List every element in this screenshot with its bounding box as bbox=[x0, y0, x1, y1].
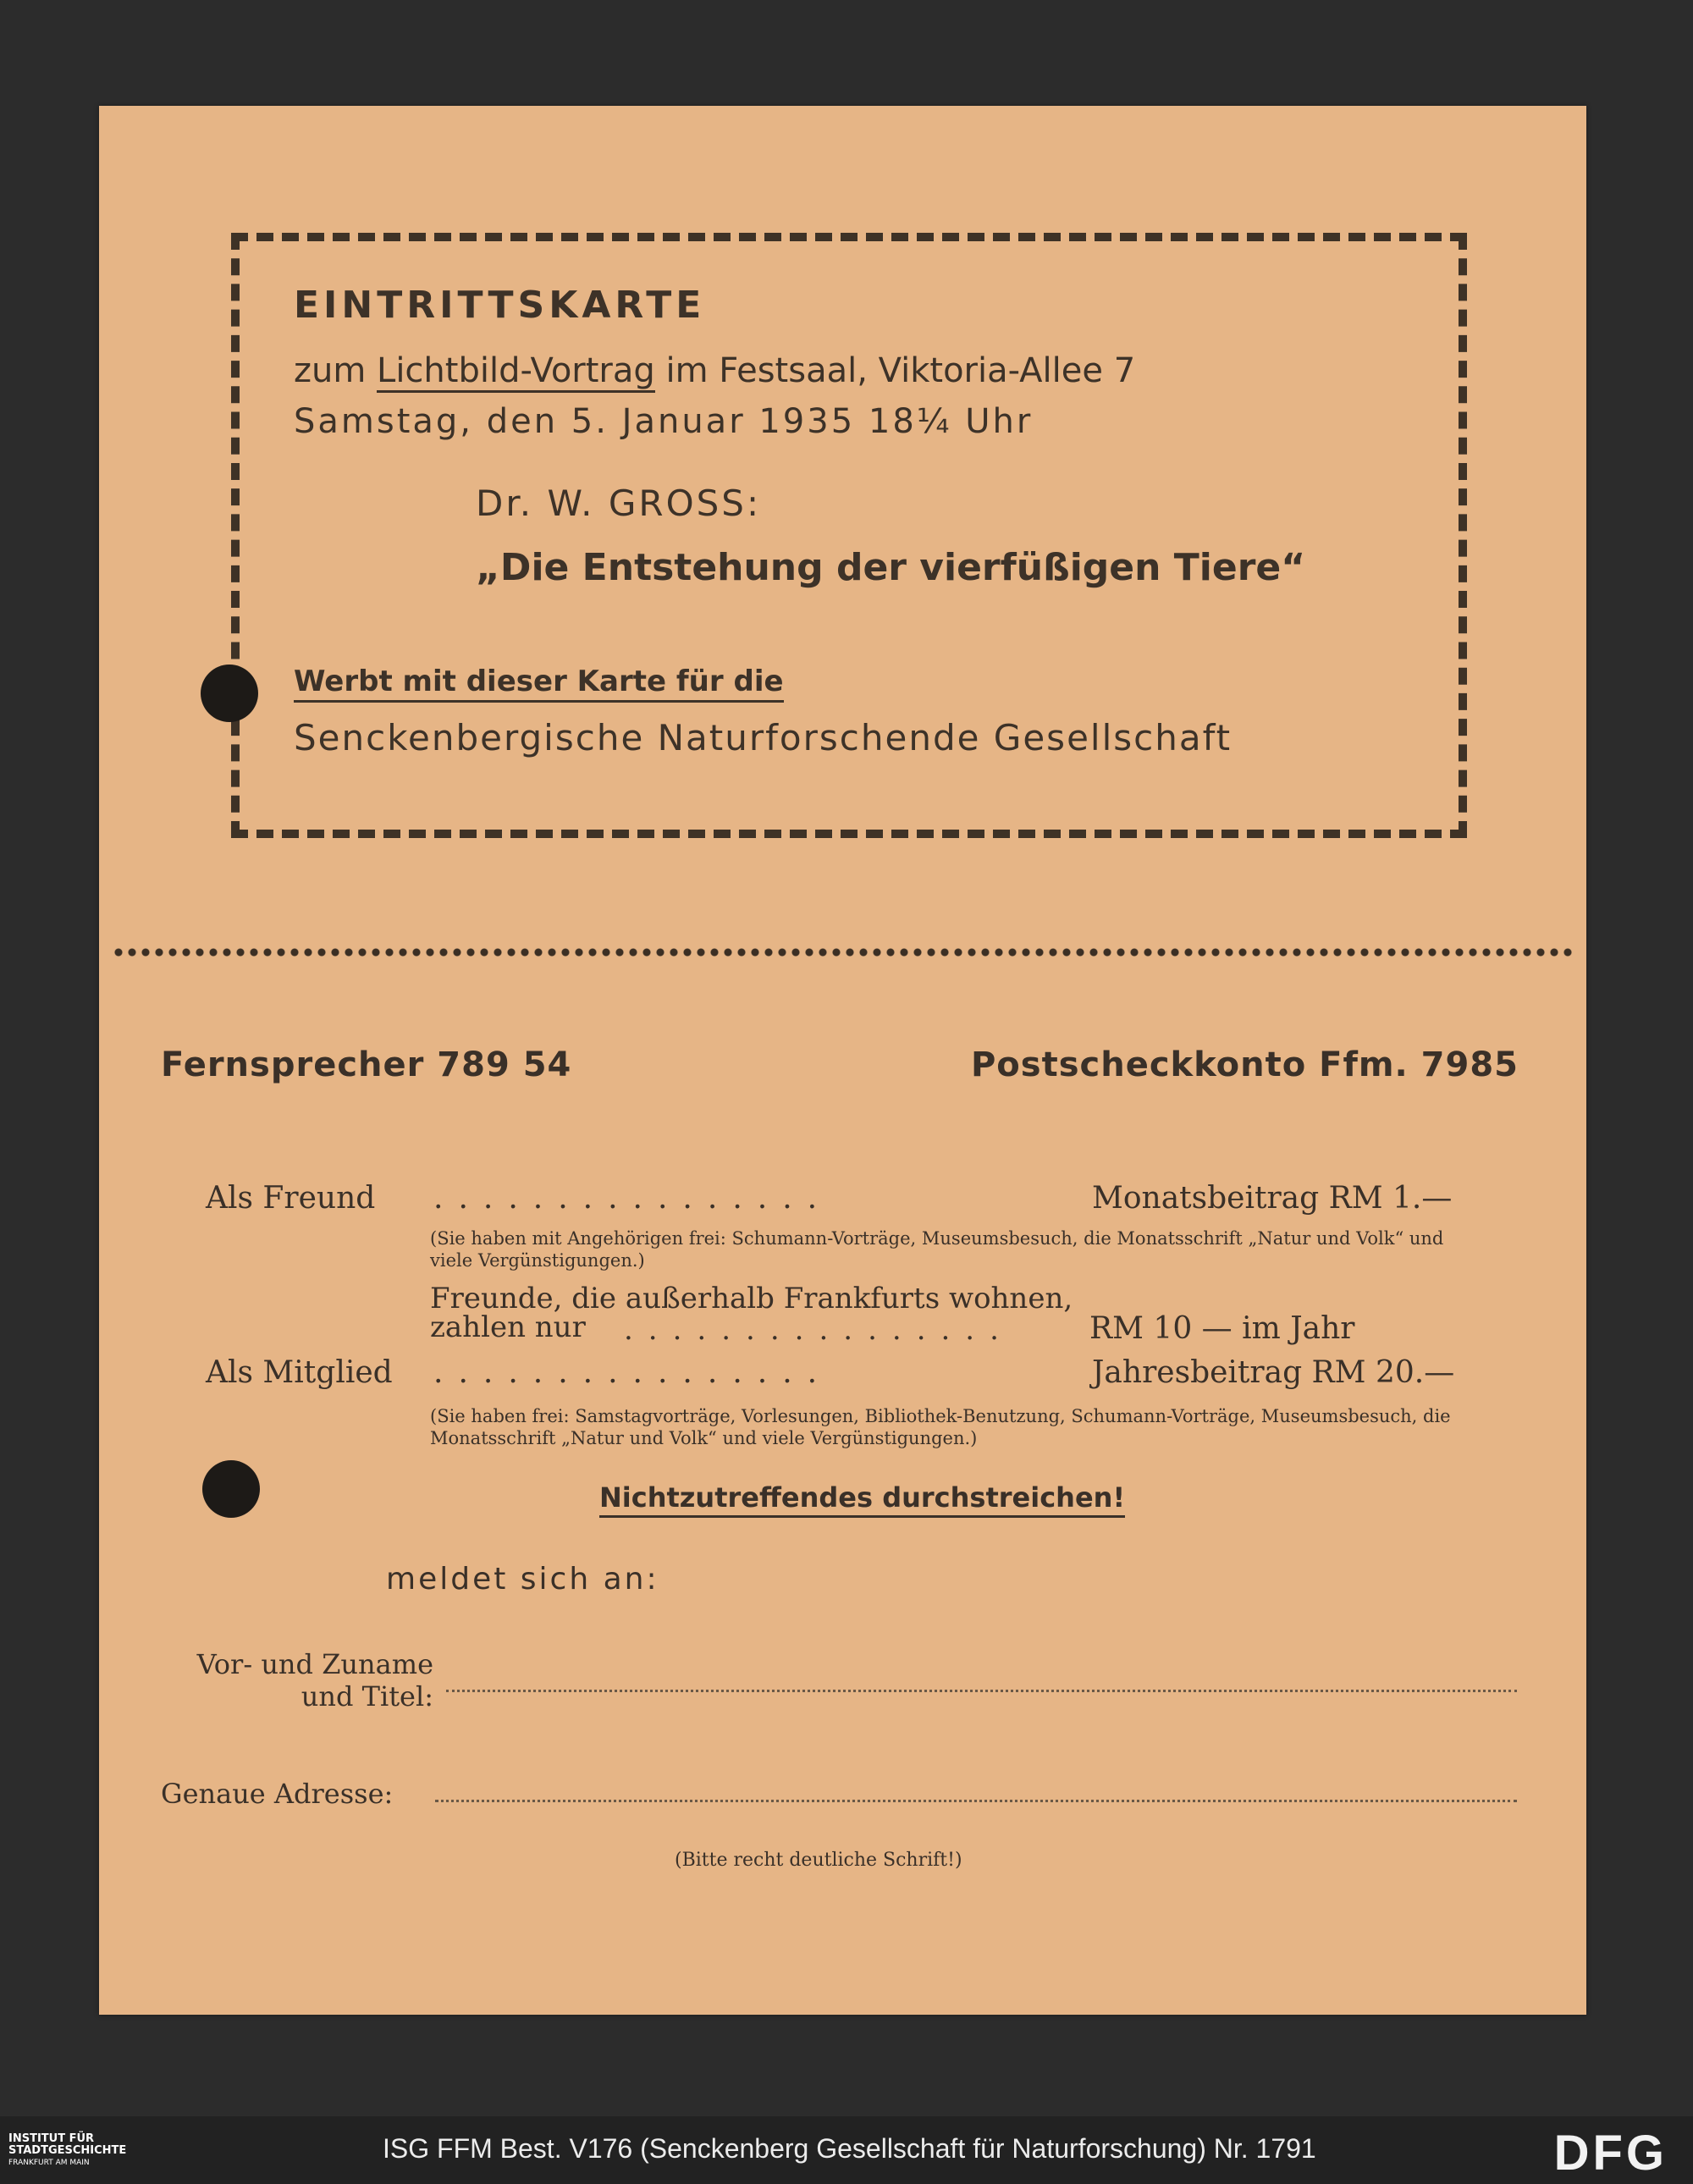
ticket-date-line: Samstag, den 5. Januar 1935 18¼ Uhr bbox=[294, 402, 1034, 441]
name-label-line-2: und Titel: bbox=[301, 1680, 433, 1712]
dfg-logo: DFG bbox=[1553, 2126, 1668, 2181]
friend-fee: Monatsbeitrag RM 1.— bbox=[1092, 1181, 1453, 1216]
punch-hole-bottom bbox=[202, 1460, 260, 1518]
friend-dots: ................ bbox=[433, 1181, 833, 1216]
outside-friends-line: Freunde, die außerhalb Frankfurts wohnen, bbox=[430, 1282, 1073, 1315]
ticket-venue: im Festsaal, Viktoria-Allee 7 bbox=[654, 351, 1136, 390]
friend-label: Als Freund bbox=[206, 1181, 376, 1216]
member-label: Als Mitglied bbox=[206, 1355, 393, 1390]
ticket-society-name: Senckenbergische Naturforschende Gesellschaft bbox=[294, 717, 1233, 758]
ticket-speaker: Dr. W. GROSS: bbox=[476, 483, 762, 524]
registers-label: meldet sich an: bbox=[386, 1562, 659, 1597]
strike-out-note: Nichtzutreffendes durchstreichen! bbox=[599, 1481, 1125, 1518]
legible-writing-note: (Bitte recht deutliche Schrift!) bbox=[675, 1850, 962, 1871]
institute-logo bbox=[8, 2133, 126, 2169]
member-note: (Sie haben frei: Samstagvorträge, Vorlesungen, Bibliothek-Benutzung, Schumann-Vorträge, Museumsbesuch, die Monatsschrift „Natur und Volk“ und viele Vergünstigungen.) bbox=[430, 1406, 1451, 1448]
ticket-venue-line bbox=[294, 351, 1135, 390]
name-field-label bbox=[161, 1648, 433, 1712]
ticket-appeal: Werbt mit dieser Karte für die bbox=[294, 665, 784, 703]
perforation-line bbox=[112, 948, 1576, 957]
name-input-line[interactable] bbox=[446, 1689, 1517, 1692]
ticket-lecture-title: „Die Entstehung der vierfüßigen Tiere“ bbox=[476, 546, 1306, 589]
institute-line-1: INSTITUT FÜR bbox=[8, 2132, 95, 2145]
archive-footer-bar bbox=[0, 2116, 1693, 2184]
member-dots: ................ bbox=[433, 1355, 833, 1390]
name-label-line-1: Vor- und Zuname bbox=[196, 1648, 433, 1680]
institute-line-3: FRANKFURT AM MAIN bbox=[8, 2159, 90, 2167]
friend-note: (Sie haben mit Angehörigen frei: Schumann-Vorträge, Museumsbesuch, die Monatsschrift „Natur und Volk“ und viele Vergünstigungen.) bbox=[430, 1228, 1444, 1271]
admission-card bbox=[99, 106, 1586, 2015]
phone-number: Fernsprecher 789 54 bbox=[161, 1045, 572, 1084]
member-fee: Jahresbeitrag RM 20.— bbox=[1092, 1355, 1455, 1390]
outside-dots: ................ bbox=[624, 1313, 1014, 1347]
archive-caption: ISG FFM Best. V176 (Senckenberg Gesellschaft für Naturforschung) Nr. 1791 bbox=[383, 2133, 1316, 2164]
punch-hole-top bbox=[201, 665, 258, 722]
outside-fee: RM 10 — im Jahr bbox=[1089, 1311, 1355, 1346]
address-field-label: Genaue Adresse: bbox=[161, 1778, 394, 1810]
ticket-venue-prefix: zum bbox=[294, 351, 378, 390]
ticket-title: EINTRITTSKARTE bbox=[294, 284, 706, 327]
address-input-line[interactable] bbox=[435, 1799, 1517, 1802]
institute-line-2: STADTGESCHICHTE bbox=[8, 2144, 127, 2157]
ticket-lecture-type: Lichtbild-Vortrag bbox=[377, 351, 655, 393]
outside-friends-pay: zahlen nur bbox=[430, 1310, 586, 1344]
postal-check-account: Postscheckkonto Ffm. 7985 bbox=[970, 1045, 1519, 1084]
